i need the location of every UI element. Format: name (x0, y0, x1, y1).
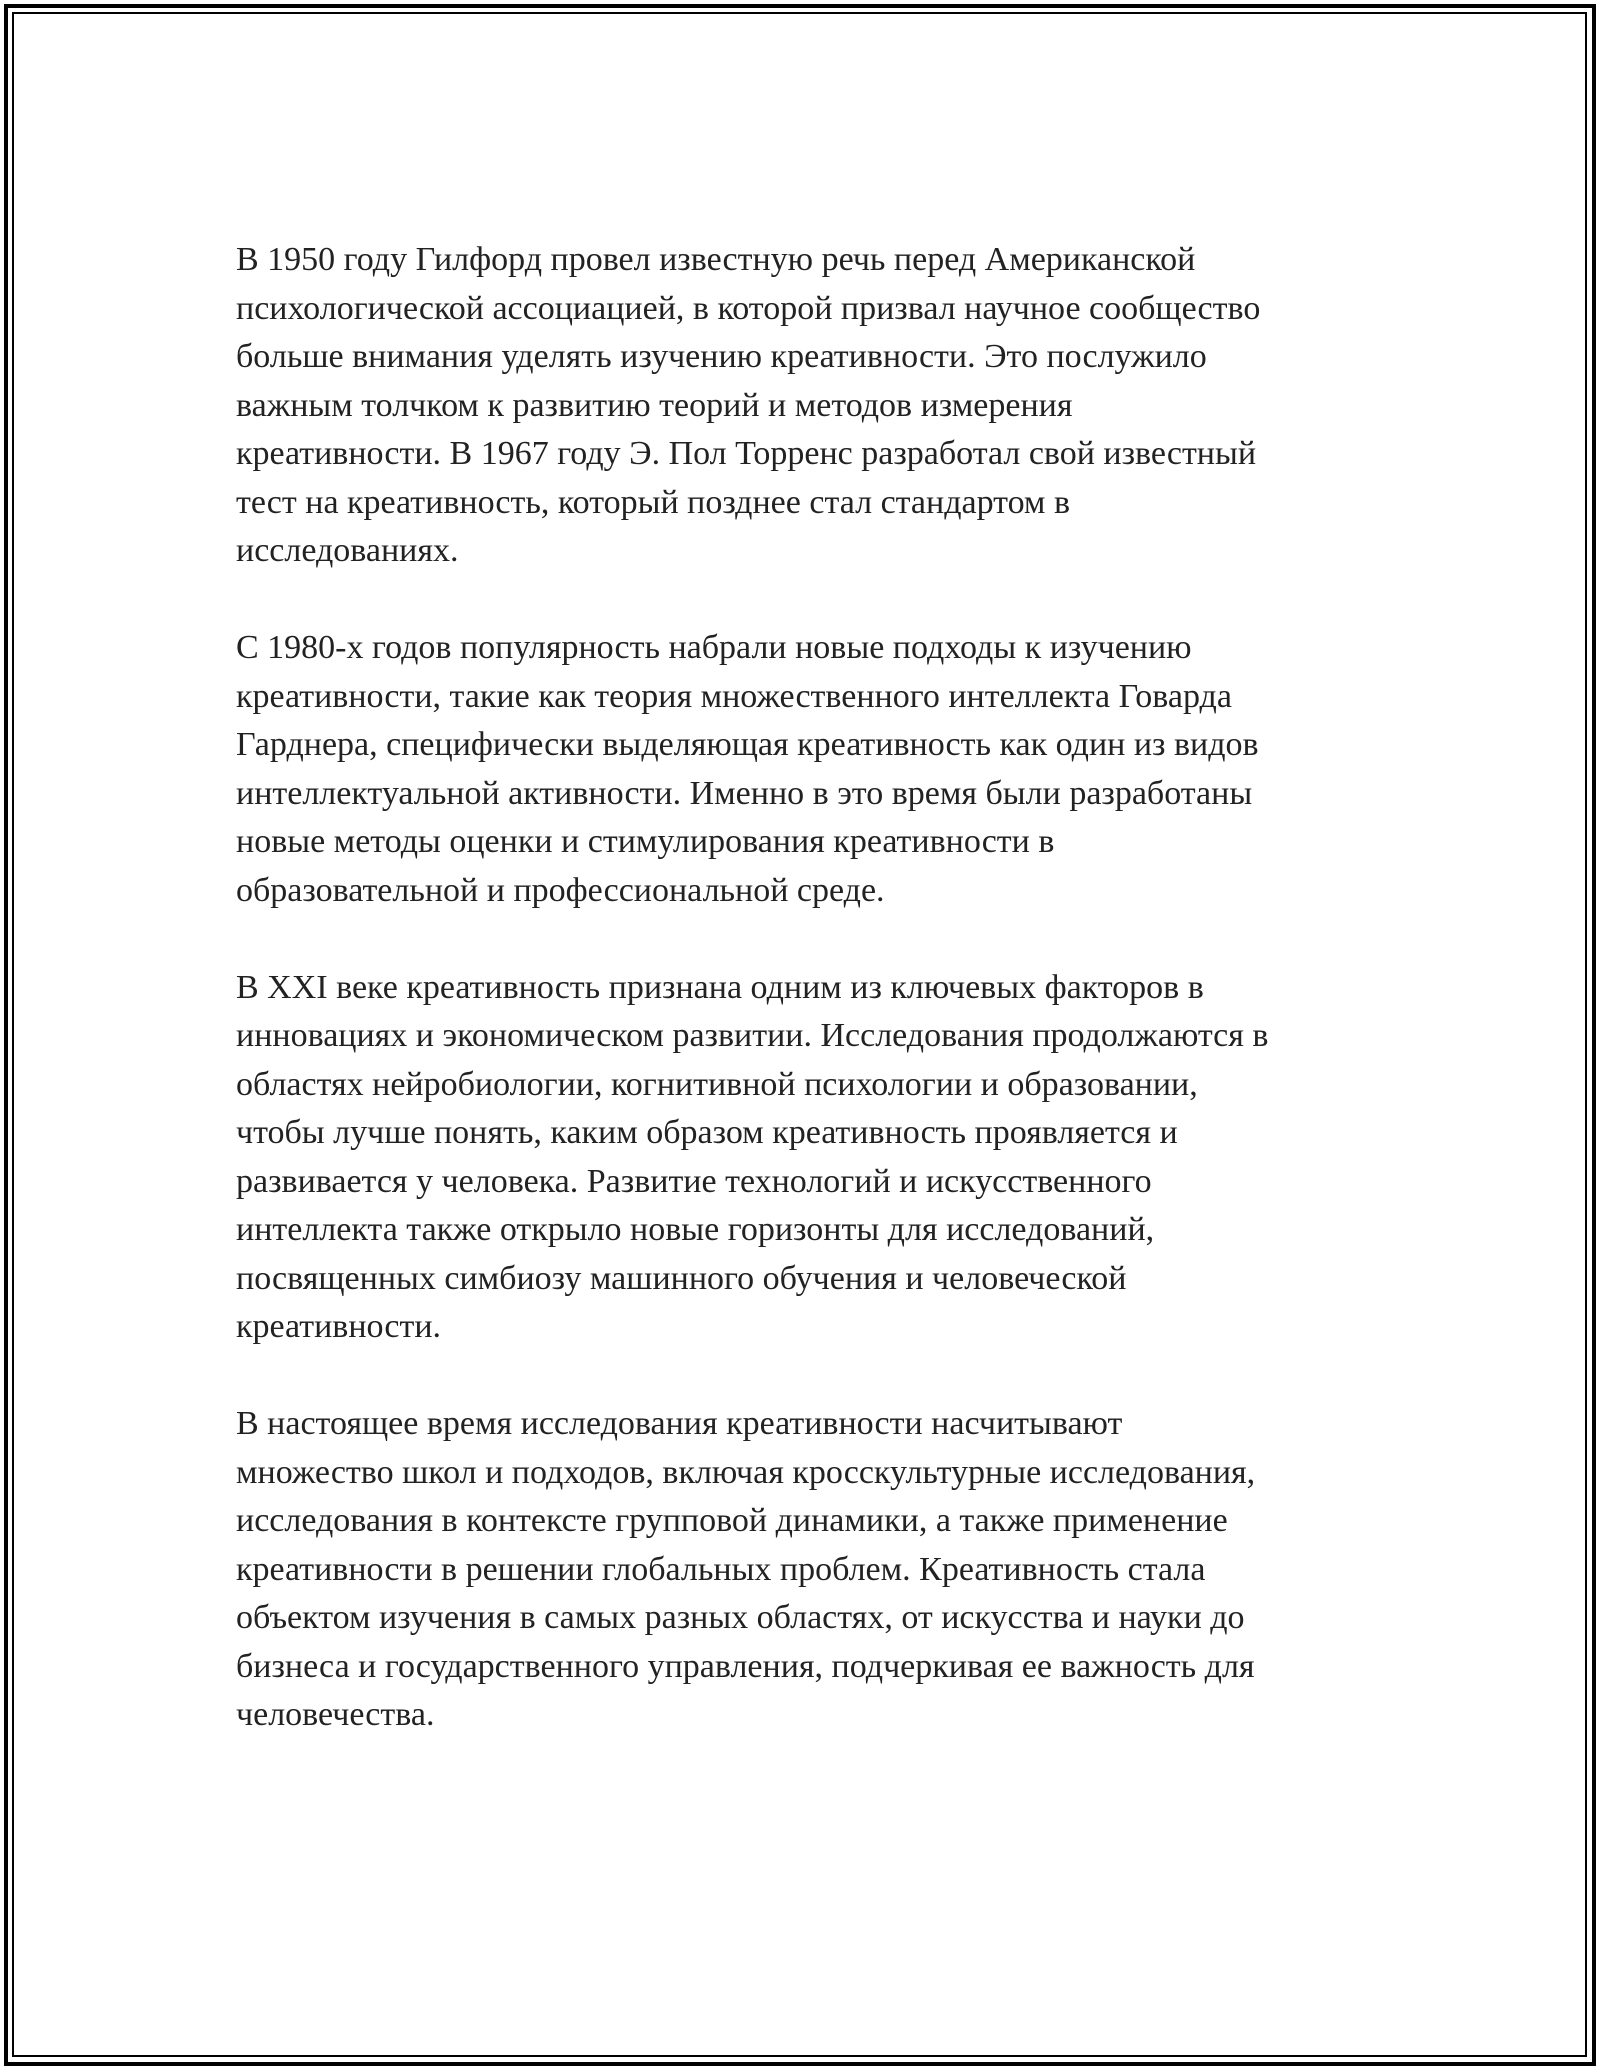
paragraph-1980s: С 1980-х годов популярность набрали новые подходы к изучению креативности, такие как теория множественного интеллекта Говарда Гарднера, специфически выделяющая креативность как один из видов интеллектуальной активности. Именно в это время были разработаны новые методы оценки и стимулирования креативности в образовательной и профессиональной среде. (236, 629, 1259, 909)
paragraph-guilford: В 1950 году Гилфорд провел известную речь перед Американской психологической ассоциацией, в которой призвал научное сообщество больше внимания уделять изучению креативности. Это послужило важным толчком к развитию теорий и методов измерения креативности. В 1967 году Э. Пол Торренс разработал свой известный тест на креативность, который позднее стал стандартом в исследованиях. (236, 241, 1261, 569)
paragraph-21st-century: В XXI веке креативность признана одним из ключевых факторов в инновациях и экономическом развитии. Исследования продолжаются в областях нейробиологии, когнитивной психологии и образовании, чтобы лучше понять, каким образом креативность проявляется и развивается у человека. Развитие технологий и искусственного интеллекта также открыло новые горизонты для исследований, посвященных симбиозу машинного обучения и человеческой креативности. (236, 968, 1269, 1345)
document-body (236, 236, 1366, 1740)
paragraph-present-day: В настоящее время исследования креативности насчитывают множество школ и подходов, включая кросскультурные исследования, исследования в контексте групповой динамики, а также применение креативности в решении глобальных проблем. Креативность стала объектом изучения в самых разных областях, от искусства и науки до бизнеса и государственного управления, подчеркивая ее важность для человечества. (236, 1405, 1256, 1733)
